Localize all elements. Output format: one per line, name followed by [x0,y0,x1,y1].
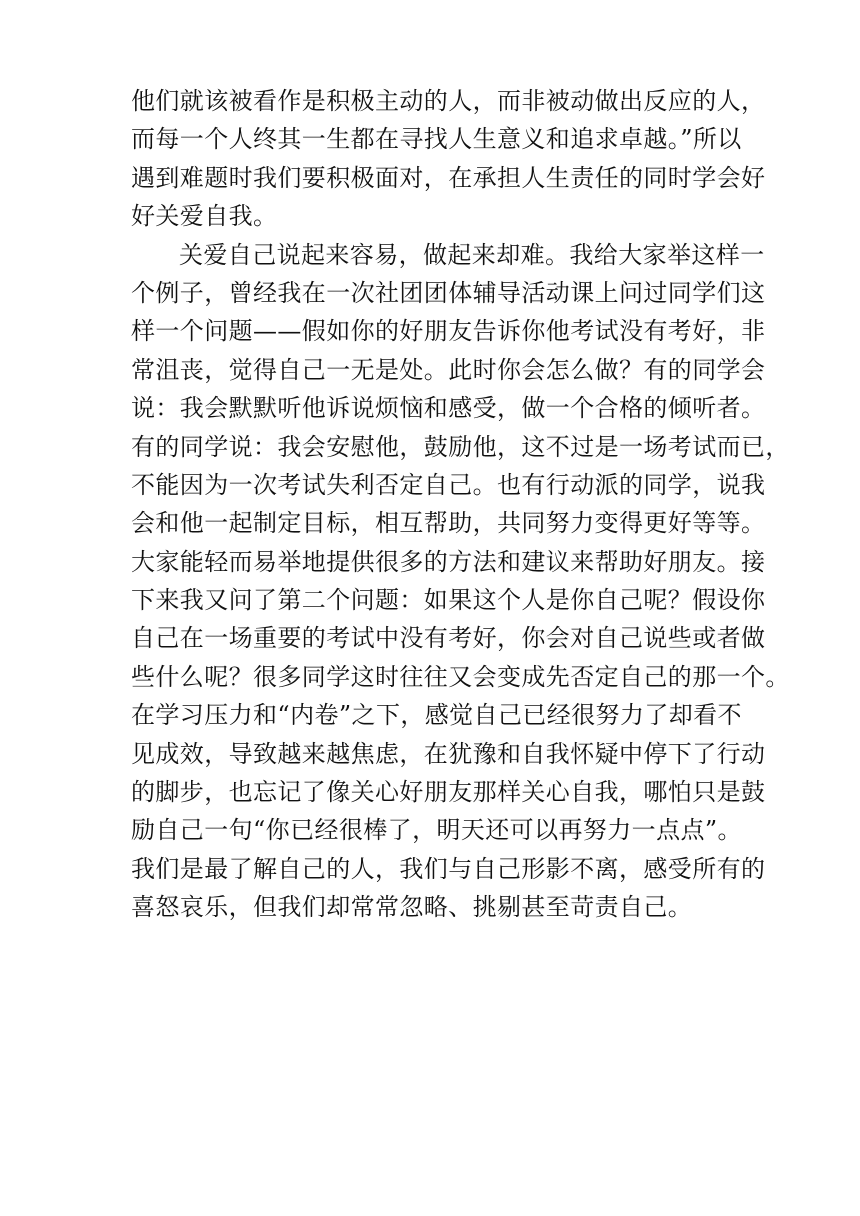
text-line: 遇到难题时我们要积极面对，在承担人生责任的同时学会好 [131,163,766,192]
text-line: 有的同学说：我会安慰他，鼓励他，这不过是一场考试而已， [131,432,790,461]
text-line: 会和他一起制定目标，相互帮助，共同努力变得更好等等。 [131,509,766,538]
text-line: 而每一个人终其一生都在寻找人生意义和追求卓越。”所以 [131,125,742,154]
text-line: 常沮丧，觉得自己一无是处。此时你会怎么做？有的同学会 [131,355,766,384]
text-line: 下来我又问了第二个问题：如果这个人是你自己呢？假设你 [131,586,766,615]
text-line: 说：我会默默听他诉说烦恼和感受，做一个合格的倾听者。 [131,394,766,423]
text-line: 自己在一场重要的考试中没有考好，你会对自己说些或者做 [131,624,766,653]
text-line: 在学习压力和“内卷”之下，感觉自己已经很努力了却看不 [131,701,742,730]
text-line: 不能因为一次考试失利否定自己。也有行动派的同学，说我 [131,470,766,499]
text-line: 我们是最了解自己的人，我们与自己形影不离，感受所有的 [131,854,766,883]
text-line: 些什么呢？很多同学这时往往又会变成先否定自己的那一个。 [131,662,790,691]
paragraph-first-line: 关爱自己说起来容易，做起来却难。我给大家举这样一 [179,240,765,269]
text-line: 的脚步，也忘记了像关心好朋友那样关心自我，哪怕只是鼓 [131,778,766,807]
text-line: 个例子，曾经我在一次社团团体辅导活动课上问过同学们这 [131,278,766,307]
text-line: 励自己一句“你已经很棒了，明天还可以再努力一点点”。 [131,816,742,845]
text-line: 喜怒哀乐，但我们却常常忽略、挑剔甚至苛责自己。 [131,893,693,922]
text-line: 好关爱自我。 [131,202,278,231]
text-line: 见成效，导致越来越焦虑，在犹豫和自我怀疑中停下了行动 [131,739,766,768]
text-line: 大家能轻而易举地提供很多的方法和建议来帮助好朋友。接 [131,547,766,576]
text-line: 他们就该被看作是积极主动的人，而非被动做出反应的人， [131,87,766,115]
body-text [131,82,790,927]
text-line: 样一个问题——假如你的好朋友告诉你他考试没有考好，非 [131,317,766,346]
